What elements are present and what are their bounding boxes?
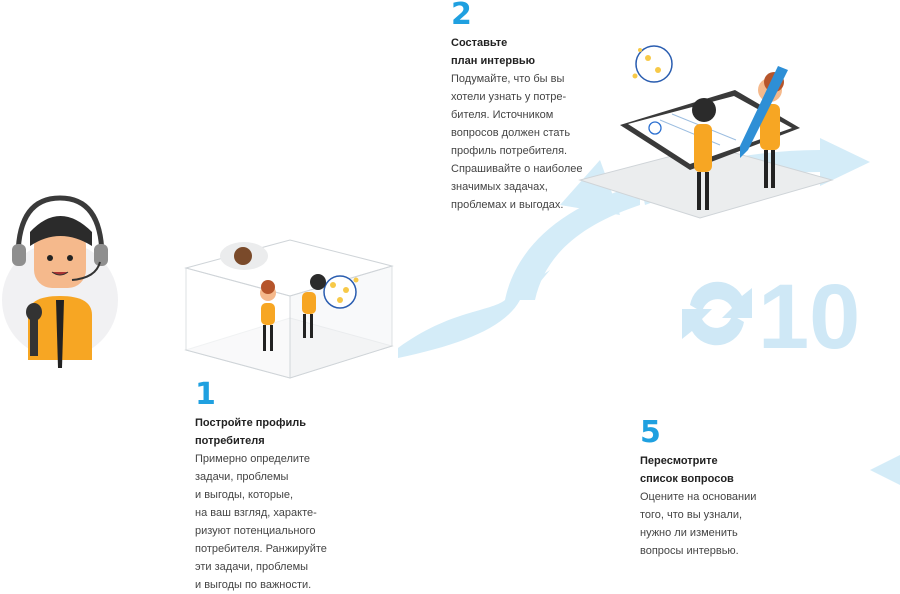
clipboard-planning-illustration [580,46,832,218]
step-description-line: бителя. Источником [451,109,554,121]
step-description [451,70,583,214]
cycle-arrows-icon [682,282,752,346]
step-description-line: вопросы интервью. [640,545,739,557]
step-description [640,488,756,560]
step-number: 5 [640,415,661,450]
step-description-line: того, что вы узнали, [640,509,743,521]
step-title-line: потребителя [195,435,265,447]
step-title-line: Постройте профиль [195,417,306,429]
step-title [451,34,583,70]
cycle-count: 10 [758,266,861,368]
step-description-line: Спрашивайте о наиболее [451,163,583,175]
step-5 [640,415,757,560]
step-description-line: потребителя. Ранжируйте [195,543,327,555]
step-title [195,414,327,450]
step-description-line: и выгоды по важности. [195,579,312,591]
room-whiteboard-illustration [186,240,392,378]
step-description-line: хотели узнать у потре- [451,91,567,103]
step-title-line: список вопросов [640,473,734,485]
step-description-line: вопросов должен стать [451,127,571,139]
step-title-line: план интервью [451,55,535,67]
step-1 [195,377,327,594]
step-description-line: на ваш взгляд, характе- [195,507,317,519]
step-description [195,450,327,594]
step-description-line: эти задачи, проблемы [195,561,309,573]
step-number: 1 [195,377,216,412]
headset-operator-illustration [2,198,118,368]
step-description-line: ризуют потенциального [195,525,316,537]
step-description-line: и выгоды, которые, [195,489,294,501]
step-description-line: Подумайте, что бы вы [451,73,565,85]
step-description-line: профиль потребителя. [451,145,568,157]
step-title [640,452,756,488]
step-description-line: Оцените на основании [640,491,757,503]
step-title-line: Составьте [451,37,508,49]
step-title-line: Пересмотрите [640,455,718,467]
step-description-line: задачи, проблемы [195,471,289,483]
step-description-line: нужно ли изменить [640,527,738,539]
step-description-line: проблемах и выгодах. [451,199,564,211]
step-number: 2 [451,0,472,32]
step-description-line: значимых задачах, [451,181,548,193]
step-2 [451,0,583,214]
step-description-line: Примерно определите [195,453,311,465]
